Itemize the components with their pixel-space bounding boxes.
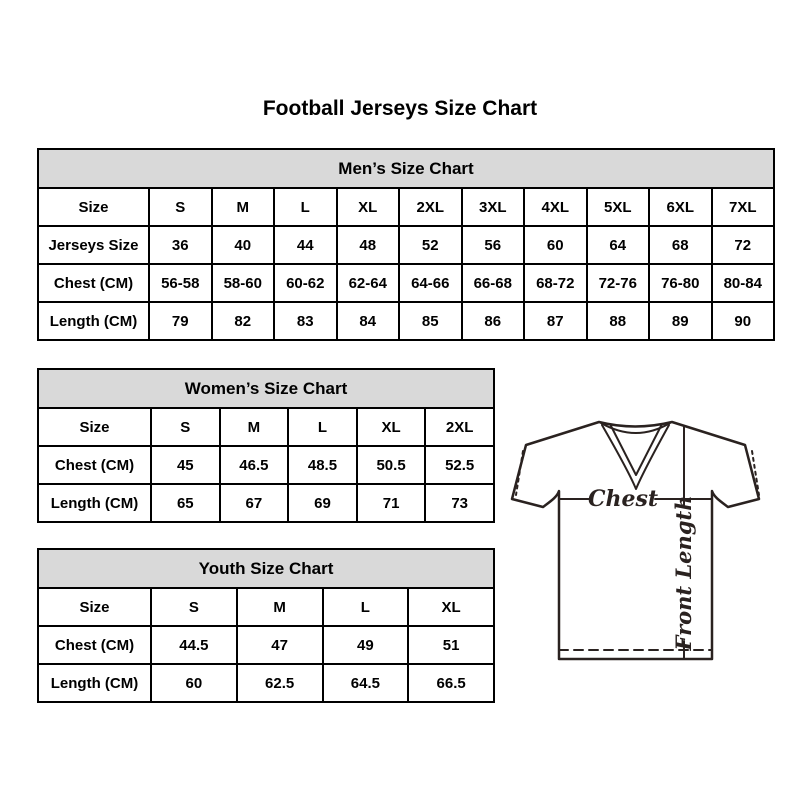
size-value-cell: 4XL xyxy=(524,188,587,226)
size-value-cell: 56-58 xyxy=(149,264,212,302)
size-value-cell: M xyxy=(212,188,275,226)
size-value-cell: 65 xyxy=(151,484,220,522)
size-value-cell: 60-62 xyxy=(274,264,337,302)
womens-section-header: Women’s Size Chart xyxy=(38,369,494,408)
page-title: Football Jerseys Size Chart xyxy=(262,97,538,120)
table-header-row xyxy=(38,549,494,588)
size-value-cell: 58-60 xyxy=(212,264,275,302)
size-value-cell: 84 xyxy=(337,302,400,340)
size-value-cell: 45 xyxy=(151,446,220,484)
chest-label: Chest xyxy=(587,486,659,512)
size-value-cell: 60 xyxy=(524,226,587,264)
row-label-cell: Size xyxy=(38,408,151,446)
size-value-cell: 51 xyxy=(408,626,494,664)
size-value-cell: 48.5 xyxy=(288,446,357,484)
size-value-cell: 64.5 xyxy=(323,664,409,702)
size-value-cell: 60 xyxy=(151,664,237,702)
size-value-cell: 72 xyxy=(712,226,775,264)
mens-section-header: Men’s Size Chart xyxy=(38,149,774,188)
table-header-row xyxy=(38,149,774,188)
size-value-cell: 50.5 xyxy=(357,446,426,484)
size-value-cell: 87 xyxy=(524,302,587,340)
size-value-cell: 71 xyxy=(357,484,426,522)
size-value-cell: 52.5 xyxy=(425,446,494,484)
size-value-cell: 52 xyxy=(399,226,462,264)
size-value-cell: 86 xyxy=(462,302,525,340)
size-value-cell: XL xyxy=(357,408,426,446)
table-row xyxy=(38,188,774,226)
table-row xyxy=(38,446,494,484)
size-value-cell: 67 xyxy=(220,484,289,522)
size-value-cell: M xyxy=(237,588,323,626)
size-value-cell: 56 xyxy=(462,226,525,264)
size-value-cell: 89 xyxy=(649,302,712,340)
size-value-cell: 44 xyxy=(274,226,337,264)
size-value-cell: L xyxy=(288,408,357,446)
size-value-cell: S xyxy=(151,408,220,446)
table-row xyxy=(38,588,494,626)
womens-size-table xyxy=(37,368,495,523)
size-value-cell: 48 xyxy=(337,226,400,264)
size-value-cell: 40 xyxy=(212,226,275,264)
table-row xyxy=(38,626,494,664)
row-label-cell: Jerseys Size xyxy=(38,226,149,264)
size-value-cell: 73 xyxy=(425,484,494,522)
row-label-cell: Length (CM) xyxy=(38,664,151,702)
jersey-icon xyxy=(509,417,767,667)
size-value-cell: 66-68 xyxy=(462,264,525,302)
table-row xyxy=(38,302,774,340)
size-value-cell: 80-84 xyxy=(712,264,775,302)
size-value-cell: 47 xyxy=(237,626,323,664)
size-value-cell: XL xyxy=(408,588,494,626)
size-value-cell: 68-72 xyxy=(524,264,587,302)
size-value-cell: 7XL xyxy=(712,188,775,226)
size-value-cell: 66.5 xyxy=(408,664,494,702)
size-value-cell: 64 xyxy=(587,226,650,264)
size-value-cell: 82 xyxy=(212,302,275,340)
size-value-cell: 72-76 xyxy=(587,264,650,302)
table-row xyxy=(38,408,494,446)
size-value-cell: 68 xyxy=(649,226,712,264)
size-value-cell: XL xyxy=(337,188,400,226)
front-length-label: Front Length xyxy=(671,495,696,651)
size-value-cell: 62.5 xyxy=(237,664,323,702)
youth-size-table xyxy=(37,548,495,703)
table-header-row xyxy=(38,369,494,408)
size-value-cell: 36 xyxy=(149,226,212,264)
size-value-cell: L xyxy=(323,588,409,626)
mens-size-table xyxy=(37,148,775,341)
row-label-cell: Chest (CM) xyxy=(38,626,151,664)
size-value-cell: 85 xyxy=(399,302,462,340)
size-value-cell: 2XL xyxy=(425,408,494,446)
size-value-cell: 2XL xyxy=(399,188,462,226)
size-value-cell: 76-80 xyxy=(649,264,712,302)
youth-section-header: Youth Size Chart xyxy=(38,549,494,588)
row-label-cell: Chest (CM) xyxy=(38,264,149,302)
size-value-cell: 44.5 xyxy=(151,626,237,664)
size-value-cell: M xyxy=(220,408,289,446)
table-row xyxy=(38,484,494,522)
jersey-outline xyxy=(512,422,759,659)
size-value-cell: S xyxy=(151,588,237,626)
table-row xyxy=(38,664,494,702)
row-label-cell: Length (CM) xyxy=(38,484,151,522)
jersey-measurement-diagram xyxy=(509,417,767,667)
row-label-cell: Size xyxy=(38,188,149,226)
size-value-cell: 49 xyxy=(323,626,409,664)
row-label-cell: Chest (CM) xyxy=(38,446,151,484)
row-label-cell: Length (CM) xyxy=(38,302,149,340)
size-value-cell: 46.5 xyxy=(220,446,289,484)
size-value-cell: L xyxy=(274,188,337,226)
size-value-cell: 64-66 xyxy=(399,264,462,302)
table-row xyxy=(38,226,774,264)
size-value-cell: 90 xyxy=(712,302,775,340)
size-value-cell: 79 xyxy=(149,302,212,340)
size-value-cell: 5XL xyxy=(587,188,650,226)
size-value-cell: 69 xyxy=(288,484,357,522)
size-value-cell: S xyxy=(149,188,212,226)
size-value-cell: 83 xyxy=(274,302,337,340)
size-value-cell: 6XL xyxy=(649,188,712,226)
size-value-cell: 62-64 xyxy=(337,264,400,302)
size-value-cell: 88 xyxy=(587,302,650,340)
table-row xyxy=(38,264,774,302)
row-label-cell: Size xyxy=(38,588,151,626)
size-value-cell: 3XL xyxy=(462,188,525,226)
